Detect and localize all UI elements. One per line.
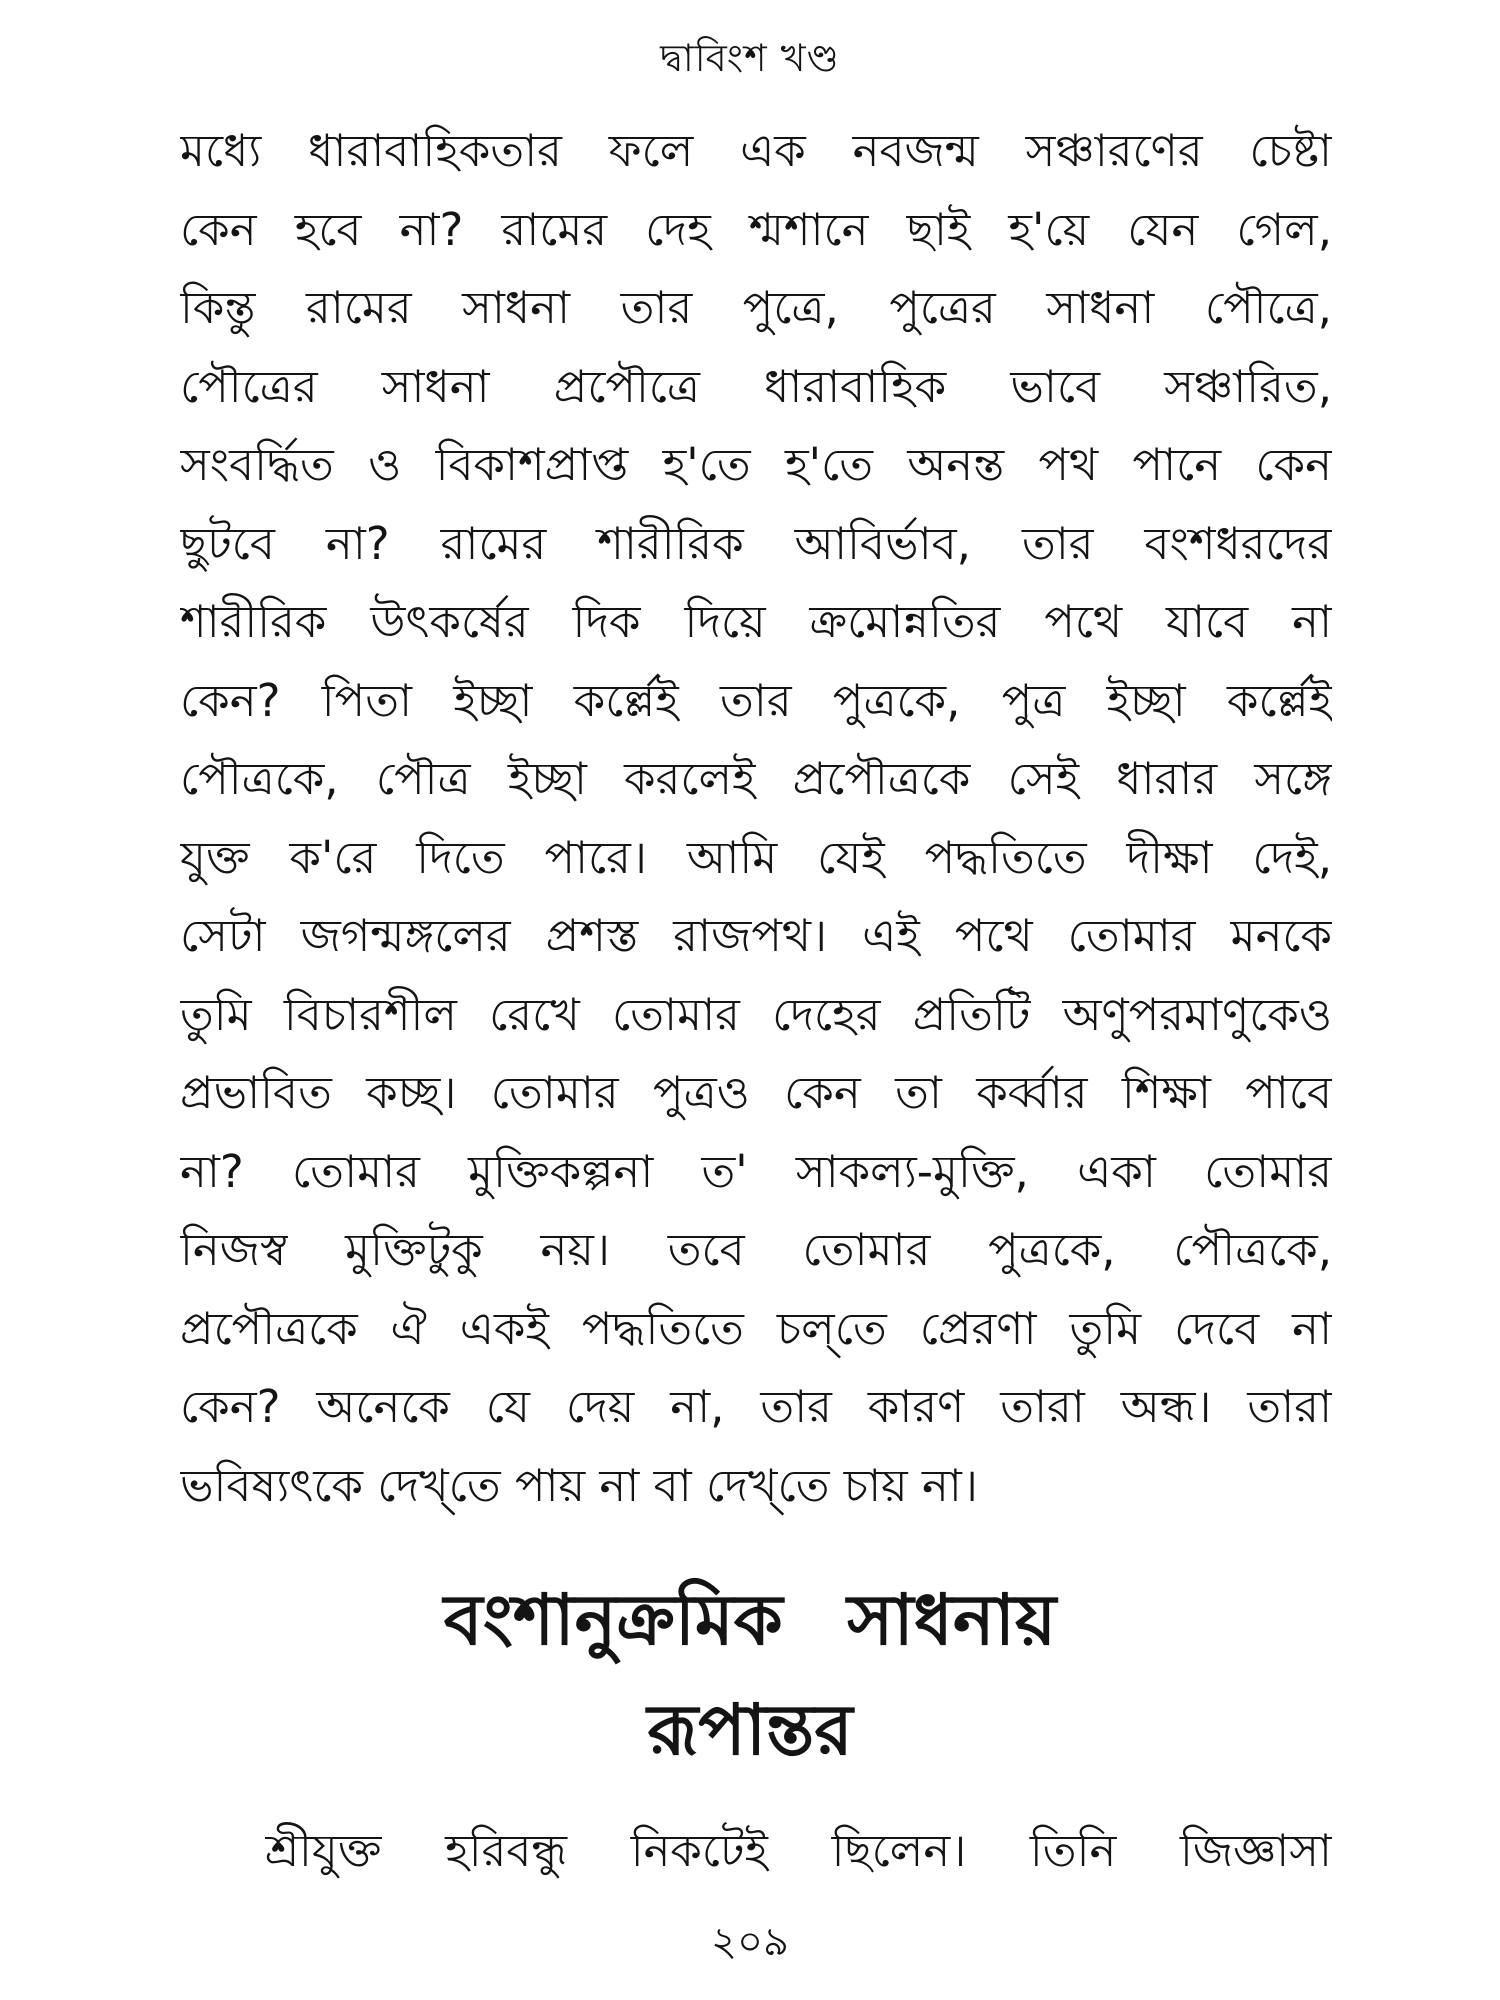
page-number: ২০৯ <box>711 1919 789 1965</box>
paragraph-line: সেটা জগন্মঙ্গলের প্রশস্ত রাজপথ। এই পথে তোমার মনকে <box>180 909 1332 962</box>
paragraph-line: কেন? পিতা ইচ্ছা কর্ল্লেই তার পুত্রকে, পুত্র ইচ্ছা কর্ল্লেই <box>180 673 1332 727</box>
body-paragraph <box>180 112 1332 1525</box>
paragraph-line: পৌত্রকে, পৌত্র ইচ্ছা করলেই প্রপৌত্রকে সেই ধারার সঙ্গে <box>180 752 1332 805</box>
chapter-title-line: বংশানুক্রমিক সাধনায় <box>443 1579 1057 1661</box>
chapter-title-line: রূপান্তর <box>647 1689 853 1771</box>
paragraph-line: নিজস্ব মুক্তিটুকু নয়। তবে তোমার পুত্রকে, পৌত্রকে, <box>180 1223 1332 1276</box>
paragraph-line: ভবিষ্যৎকে দেখ্‌তে পায় না বা দেখ্‌তে চায় না। <box>180 1458 978 1512</box>
paragraph-line: প্রপৌত্রকে ঐ একই পদ্ধতিতে চল্‌তে প্রেরণা তুমি দেবে না <box>180 1301 1332 1355</box>
continuation-paragraph-line: শ্রীযুক্ত হরিবন্ধু নিকটেই ছিলেন। তিনি জিজ্ঞাসা <box>265 1824 1332 1877</box>
paragraph-line: পৌত্রের সাধনা প্রপৌত্রে ধারাবাহিক ভাবে সঞ্চারিত, <box>180 359 1332 413</box>
running-head: দ্বাবিংশ খণ্ড <box>660 36 840 80</box>
paragraph-line: যুক্ত ক'রে দিতে পারে। আমি যেই পদ্ধতিতে দীক্ষা দেই, <box>180 830 1332 884</box>
paragraph-line: শারীরিক উৎকর্ষের দিক দিয়ে ক্রমোন্নতির পথে যাবে না <box>180 595 1332 648</box>
chapter-title <box>0 1565 1500 1785</box>
paragraph-line: সংবর্দ্ধিত ও বিকাশপ্রাপ্ত হ'তে হ'তে অনন্ত পথ পানে কেন <box>180 438 1332 491</box>
paragraph-line: না? তোমার মুক্তিকল্পনা ত' সাকল্য-মুক্তি, একা তোমার <box>180 1144 1332 1198</box>
paragraph-line: প্রভাবিত কচ্ছ। তোমার পুত্রও কেন তা কর্ব্বার শিক্ষা পাবে <box>180 1066 1332 1119</box>
paragraph-line: কিন্তু রামের সাধনা তার পুত্রে, পুত্রের সাধনা পৌত্রে, <box>180 281 1332 334</box>
paragraph-line: কেন? অনেকে যে দেয় না, তার কারণ তারা অন্ধ। তারা <box>180 1380 1332 1433</box>
paragraph-line: মধ্যে ধারাবাহিকতার ফলে এক নবজন্ম সঞ্চারণের চেষ্টা <box>180 124 1332 177</box>
paragraph-line: তুমি বিচারশীল রেখে তোমার দেহের প্রতিটি অণুপরমাণুকেও <box>180 987 1332 1041</box>
paragraph-line: কেন হবে না? রামের দেহ শ্মশানে ছাই হ'য়ে যেন গেল, <box>180 202 1332 256</box>
paragraph-line: ছুটবে না? রামের শারীরিক আবির্ভাব, তার বংশধরদের <box>180 516 1332 570</box>
